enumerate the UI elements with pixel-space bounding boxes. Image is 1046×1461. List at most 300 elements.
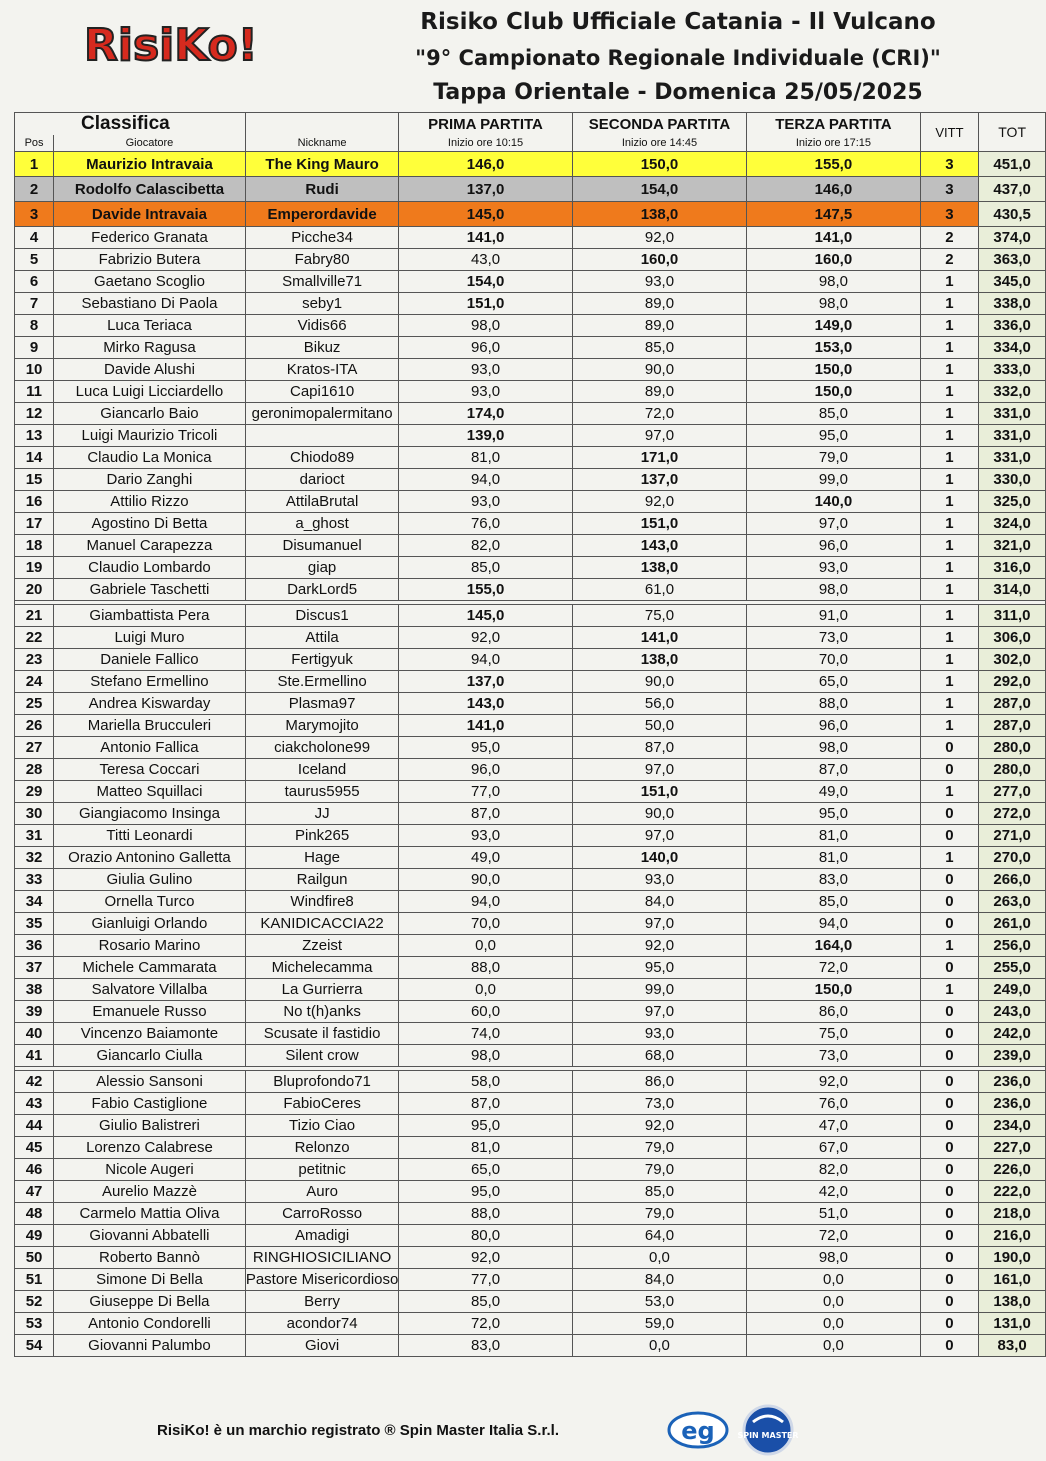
game1-score: 143,0 [399, 693, 572, 715]
game3-score: 98,0 [747, 1247, 920, 1269]
table-row [15, 891, 1046, 913]
player-cell: Davide Intravaia [54, 202, 246, 227]
table-row [15, 1313, 1046, 1335]
game1-score: 154,0 [399, 271, 572, 293]
game1-score: 146,0 [399, 152, 572, 177]
stage-title: Tappa Orientale - Domenica 25/05/2025 [433, 80, 923, 105]
game3-score: 94,0 [747, 913, 920, 935]
game2-score: 93,0 [572, 271, 747, 293]
player-cell: Luigi Muro [54, 627, 246, 649]
total-cell: 270,0 [979, 847, 1046, 869]
game2-score: 97,0 [572, 759, 747, 781]
game2-score: 99,0 [572, 979, 747, 1001]
table-row [15, 425, 1046, 447]
nickname-cell: Pastore Misericordioso [245, 1269, 399, 1291]
total-cell: 345,0 [979, 271, 1046, 293]
game3-score: 86,0 [747, 1001, 920, 1023]
game3-score: 83,0 [747, 869, 920, 891]
game2-score: 154,0 [572, 177, 747, 202]
game3-score: 49,0 [747, 781, 920, 803]
nickname-cell: Attila [245, 627, 399, 649]
table-row [15, 271, 1046, 293]
pos-cell: 12 [15, 403, 54, 425]
nickname-cell: Picche34 [245, 227, 399, 249]
game3-score: 87,0 [747, 759, 920, 781]
game3-score: 0,0 [747, 1269, 920, 1291]
game1-score: 65,0 [399, 1159, 572, 1181]
table-row [15, 513, 1046, 535]
wins-cell: 0 [920, 1291, 979, 1313]
total-cell: 266,0 [979, 869, 1046, 891]
nickname-header-top [245, 113, 399, 136]
game2-score: 64,0 [572, 1225, 747, 1247]
game2-score: 61,0 [572, 579, 747, 601]
pos-cell: 9 [15, 337, 54, 359]
table-row [15, 1225, 1046, 1247]
game2-score: 92,0 [572, 935, 747, 957]
wins-cell: 1 [920, 315, 979, 337]
game1-score: 98,0 [399, 315, 572, 337]
total-cell: 272,0 [979, 803, 1046, 825]
total-cell: 249,0 [979, 979, 1046, 1001]
game1-score: 92,0 [399, 1247, 572, 1269]
wins-cell: 0 [920, 803, 979, 825]
nickname-cell: Zzeist [245, 935, 399, 957]
game3-time: Inizio ore 17:15 [747, 135, 920, 152]
game1-score: 93,0 [399, 825, 572, 847]
total-cell: 161,0 [979, 1269, 1046, 1291]
game3-score: 42,0 [747, 1181, 920, 1203]
nickname-cell: Fabry80 [245, 249, 399, 271]
pos-cell: 8 [15, 315, 54, 337]
nickname-cell: Pink265 [245, 825, 399, 847]
nickname-cell [245, 425, 399, 447]
total-cell: 287,0 [979, 693, 1046, 715]
nickname-cell: giap [245, 557, 399, 579]
nickname-cell: ciakcholone99 [245, 737, 399, 759]
player-cell: Emanuele Russo [54, 1001, 246, 1023]
game2-score: 97,0 [572, 1001, 747, 1023]
game3-score: 81,0 [747, 847, 920, 869]
total-cell: 271,0 [979, 825, 1046, 847]
nickname-cell: seby1 [245, 293, 399, 315]
table-row [15, 957, 1046, 979]
pos-cell: 36 [15, 935, 54, 957]
table-row [15, 1335, 1046, 1357]
pos-cell: 23 [15, 649, 54, 671]
wins-cell: 0 [920, 913, 979, 935]
nickname-cell: geronimopalermitano [245, 403, 399, 425]
pos-cell: 29 [15, 781, 54, 803]
pos-cell: 49 [15, 1225, 54, 1247]
game3-score: 70,0 [747, 649, 920, 671]
total-cell: 334,0 [979, 337, 1046, 359]
pos-cell: 31 [15, 825, 54, 847]
table-row [15, 825, 1046, 847]
table-row [15, 605, 1046, 627]
game2-score: 50,0 [572, 715, 747, 737]
game1-score: 95,0 [399, 1181, 572, 1203]
game3-score: 98,0 [747, 271, 920, 293]
game1-score: 76,0 [399, 513, 572, 535]
game1-score: 137,0 [399, 177, 572, 202]
game3-score: 75,0 [747, 1023, 920, 1045]
pos-cell: 30 [15, 803, 54, 825]
game3-score: 81,0 [747, 825, 920, 847]
nickname-cell: FabioCeres [245, 1093, 399, 1115]
table-row [15, 935, 1046, 957]
pos-cell: 6 [15, 271, 54, 293]
player-cell: Giovanni Abbatelli [54, 1225, 246, 1247]
player-cell: Lorenzo Calabrese [54, 1137, 246, 1159]
table-row [15, 1247, 1046, 1269]
game3-score: 88,0 [747, 693, 920, 715]
game3-score: 0,0 [747, 1291, 920, 1313]
total-cell: 277,0 [979, 781, 1046, 803]
game1-score: 49,0 [399, 847, 572, 869]
wins-cell: 1 [920, 535, 979, 557]
game2-score: 138,0 [572, 202, 747, 227]
wins-cell: 2 [920, 249, 979, 271]
player-cell: Nicole Augeri [54, 1159, 246, 1181]
game3-score: 72,0 [747, 957, 920, 979]
game3-score: 98,0 [747, 737, 920, 759]
nickname-cell: No t(h)anks [245, 1001, 399, 1023]
page-header [400, 4, 956, 110]
total-cell: 280,0 [979, 759, 1046, 781]
table-row [15, 337, 1046, 359]
pos-cell: 4 [15, 227, 54, 249]
game1-header: PRIMA PARTITA [399, 113, 572, 136]
player-cell: Manuel Carapezza [54, 535, 246, 557]
wins-cell: 0 [920, 825, 979, 847]
pos-cell: 7 [15, 293, 54, 315]
game2-score: 151,0 [572, 513, 747, 535]
wins-cell: 0 [920, 1247, 979, 1269]
wins-cell: 1 [920, 403, 979, 425]
nickname-cell: Scusate il fastidio [245, 1023, 399, 1045]
wins-cell: 0 [920, 1071, 979, 1093]
game1-score: 174,0 [399, 403, 572, 425]
total-cell: 338,0 [979, 293, 1046, 315]
game2-score: 90,0 [572, 803, 747, 825]
pos-cell: 1 [15, 152, 54, 177]
game1-score: 155,0 [399, 579, 572, 601]
nickname-cell: Emperordavide [245, 202, 399, 227]
wins-cell: 1 [920, 447, 979, 469]
wins-cell: 1 [920, 359, 979, 381]
game2-score: 171,0 [572, 447, 747, 469]
total-cell: 311,0 [979, 605, 1046, 627]
nickname-cell: petitnic [245, 1159, 399, 1181]
player-cell: Giovanni Palumbo [54, 1335, 246, 1357]
player-cell: Giancarlo Baio [54, 403, 246, 425]
game2-score: 93,0 [572, 1023, 747, 1045]
nickname-cell: acondor74 [245, 1313, 399, 1335]
game1-time: Inizio ore 10:15 [399, 135, 572, 152]
game3-score: 141,0 [747, 227, 920, 249]
player-cell: Maurizio Intravaia [54, 152, 246, 177]
player-cell: Teresa Coccari [54, 759, 246, 781]
pos-cell: 40 [15, 1023, 54, 1045]
game2-score: 141,0 [572, 627, 747, 649]
total-cell: 321,0 [979, 535, 1046, 557]
game2-header: SECONDA PARTITA [572, 113, 747, 136]
wins-cell: 0 [920, 1137, 979, 1159]
nickname-cell: Rudi [245, 177, 399, 202]
table-row [15, 1137, 1046, 1159]
wins-cell: 0 [920, 1159, 979, 1181]
total-cell: 331,0 [979, 425, 1046, 447]
player-cell: Dario Zanghi [54, 469, 246, 491]
game3-score: 91,0 [747, 605, 920, 627]
player-cell: Gaetano Scoglio [54, 271, 246, 293]
wins-cell: 3 [920, 202, 979, 227]
wins-cell: 1 [920, 605, 979, 627]
total-cell: 292,0 [979, 671, 1046, 693]
game1-score: 95,0 [399, 1115, 572, 1137]
game2-score: 89,0 [572, 293, 747, 315]
total-cell: 242,0 [979, 1023, 1046, 1045]
wins-cell: 1 [920, 337, 979, 359]
player-cell: Carmelo Mattia Oliva [54, 1203, 246, 1225]
nickname-cell: Kratos-ITA [245, 359, 399, 381]
game3-score: 147,5 [747, 202, 920, 227]
wins-cell: 1 [920, 671, 979, 693]
table-row [15, 152, 1046, 177]
pos-cell: 24 [15, 671, 54, 693]
total-cell: 314,0 [979, 579, 1046, 601]
total-cell: 363,0 [979, 249, 1046, 271]
nickname-cell: Relonzo [245, 1137, 399, 1159]
player-cell: Giulia Gulino [54, 869, 246, 891]
wins-cell: 0 [920, 1313, 979, 1335]
total-cell: 83,0 [979, 1335, 1046, 1357]
table-row [15, 869, 1046, 891]
table-row [15, 1203, 1046, 1225]
game1-score: 88,0 [399, 1203, 572, 1225]
total-cell: 330,0 [979, 469, 1046, 491]
pos-cell: 28 [15, 759, 54, 781]
player-cell: Gabriele Taschetti [54, 579, 246, 601]
game1-score: 98,0 [399, 1045, 572, 1067]
game2-score: 68,0 [572, 1045, 747, 1067]
game2-score: 138,0 [572, 557, 747, 579]
nickname-cell: Berry [245, 1291, 399, 1313]
pos-cell: 33 [15, 869, 54, 891]
total-cell: 138,0 [979, 1291, 1046, 1313]
nickname-cell: Auro [245, 1181, 399, 1203]
table-row [15, 847, 1046, 869]
risiko-logo [78, 20, 326, 68]
header-row [15, 113, 1046, 136]
total-cell: 287,0 [979, 715, 1046, 737]
pos-cell: 15 [15, 469, 54, 491]
player-cell: Claudio La Monica [54, 447, 246, 469]
nickname-cell: DarkLord5 [245, 579, 399, 601]
nickname-cell: The King Mauro [245, 152, 399, 177]
player-cell: Mariella Brucculeri [54, 715, 246, 737]
championship-title: "9° Campionato Regionale Individuale (CRI)" [415, 46, 941, 70]
wins-cell: 2 [920, 227, 979, 249]
eg-logo-text: eg [681, 1417, 715, 1445]
table-row [15, 1115, 1046, 1137]
game3-score: 47,0 [747, 1115, 920, 1137]
pos-cell: 34 [15, 891, 54, 913]
player-cell: Claudio Lombardo [54, 557, 246, 579]
game1-score: 80,0 [399, 1225, 572, 1247]
player-cell: Luca Teriaca [54, 315, 246, 337]
game2-score: 97,0 [572, 913, 747, 935]
nickname-cell: Disumanuel [245, 535, 399, 557]
total-cell: 216,0 [979, 1225, 1046, 1247]
player-cell: Mirko Ragusa [54, 337, 246, 359]
total-cell: 236,0 [979, 1093, 1046, 1115]
game2-score: 90,0 [572, 671, 747, 693]
wins-cell: 1 [920, 781, 979, 803]
pos-cell: 11 [15, 381, 54, 403]
game2-score: 84,0 [572, 891, 747, 913]
total-cell: 374,0 [979, 227, 1046, 249]
player-cell: Simone Di Bella [54, 1269, 246, 1291]
nickname-cell: Silent crow [245, 1045, 399, 1067]
game1-score: 96,0 [399, 759, 572, 781]
game3-score: 155,0 [747, 152, 920, 177]
game1-score: 93,0 [399, 359, 572, 381]
game3-score: 85,0 [747, 403, 920, 425]
table-row [15, 447, 1046, 469]
player-cell: Luca Luigi Licciardello [54, 381, 246, 403]
pos-cell: 54 [15, 1335, 54, 1357]
pos-cell: 35 [15, 913, 54, 935]
total-cell: 430,5 [979, 202, 1046, 227]
pos-cell: 53 [15, 1313, 54, 1335]
spin-logo-text: SPIN MASTER [737, 1431, 799, 1440]
nickname-cell: Windfire8 [245, 891, 399, 913]
game2-score: 0,0 [572, 1247, 747, 1269]
pos-cell: 5 [15, 249, 54, 271]
game2-time: Inizio ore 14:45 [572, 135, 747, 152]
player-cell: Fabrizio Butera [54, 249, 246, 271]
player-cell: Michele Cammarata [54, 957, 246, 979]
nickname-cell: Hage [245, 847, 399, 869]
game1-score: 0,0 [399, 935, 572, 957]
eg-logo [667, 1410, 729, 1450]
wins-cell: 0 [920, 1045, 979, 1067]
game3-score: 96,0 [747, 535, 920, 557]
game3-score: 51,0 [747, 1203, 920, 1225]
table-row [15, 359, 1046, 381]
game1-score: 95,0 [399, 737, 572, 759]
game1-score: 88,0 [399, 957, 572, 979]
table-row [15, 249, 1046, 271]
game2-score: 90,0 [572, 359, 747, 381]
game3-score: 150,0 [747, 359, 920, 381]
total-cell: 331,0 [979, 447, 1046, 469]
game1-score: 81,0 [399, 1137, 572, 1159]
game1-score: 72,0 [399, 1313, 572, 1335]
wins-cell: 1 [920, 293, 979, 315]
total-cell: 239,0 [979, 1045, 1046, 1067]
total-cell: 325,0 [979, 491, 1046, 513]
table-row [15, 1159, 1046, 1181]
game2-score: 59,0 [572, 1313, 747, 1335]
nickname-cell: Bikuz [245, 337, 399, 359]
pos-cell: 39 [15, 1001, 54, 1023]
wins-cell: 0 [920, 1115, 979, 1137]
total-cell: 302,0 [979, 649, 1046, 671]
pos-cell: 14 [15, 447, 54, 469]
game1-score: 92,0 [399, 627, 572, 649]
wins-cell: 0 [920, 1269, 979, 1291]
game2-score: 85,0 [572, 337, 747, 359]
game2-score: 150,0 [572, 152, 747, 177]
pos-cell: 19 [15, 557, 54, 579]
game2-score: 79,0 [572, 1137, 747, 1159]
game3-score: 150,0 [747, 979, 920, 1001]
total-header: TOT [979, 113, 1046, 152]
player-cell: Luigi Maurizio Tricoli [54, 425, 246, 447]
table-row [15, 227, 1046, 249]
pos-cell: 26 [15, 715, 54, 737]
game3-score: 140,0 [747, 491, 920, 513]
pos-cell: 41 [15, 1045, 54, 1067]
total-cell: 218,0 [979, 1203, 1046, 1225]
player-cell: Daniele Fallico [54, 649, 246, 671]
game1-score: 70,0 [399, 913, 572, 935]
player-cell: Vincenzo Baiamonte [54, 1023, 246, 1045]
table-row [15, 381, 1046, 403]
game2-score: 0,0 [572, 1335, 747, 1357]
wins-cell: 1 [920, 847, 979, 869]
game2-score: 93,0 [572, 869, 747, 891]
table-row [15, 403, 1046, 425]
total-cell: 234,0 [979, 1115, 1046, 1137]
table-row [15, 759, 1046, 781]
game3-score: 95,0 [747, 425, 920, 447]
player-cell: Aurelio Mazzè [54, 1181, 246, 1203]
game3-score: 146,0 [747, 177, 920, 202]
total-cell: 131,0 [979, 1313, 1046, 1335]
pos-cell: 20 [15, 579, 54, 601]
wins-cell: 1 [920, 627, 979, 649]
player-cell: Salvatore Villalba [54, 979, 246, 1001]
wins-cell: 1 [920, 469, 979, 491]
game3-score: 95,0 [747, 803, 920, 825]
game3-score: 65,0 [747, 671, 920, 693]
table-title: Classifica [15, 113, 246, 136]
player-cell: Fabio Castiglione [54, 1093, 246, 1115]
game3-score: 85,0 [747, 891, 920, 913]
game2-score: 87,0 [572, 737, 747, 759]
wins-cell: 1 [920, 935, 979, 957]
game1-score: 94,0 [399, 649, 572, 671]
game2-score: 79,0 [572, 1203, 747, 1225]
game1-score: 87,0 [399, 1093, 572, 1115]
game1-score: 151,0 [399, 293, 572, 315]
game2-score: 75,0 [572, 605, 747, 627]
pos-cell: 43 [15, 1093, 54, 1115]
spin-master-logo [735, 1404, 801, 1456]
game2-score: 137,0 [572, 469, 747, 491]
game2-score: 92,0 [572, 227, 747, 249]
game2-score: 53,0 [572, 1291, 747, 1313]
game3-score: 67,0 [747, 1137, 920, 1159]
total-cell: 316,0 [979, 557, 1046, 579]
wins-cell: 0 [920, 1335, 979, 1357]
nickname-cell: Railgun [245, 869, 399, 891]
total-cell: 306,0 [979, 627, 1046, 649]
